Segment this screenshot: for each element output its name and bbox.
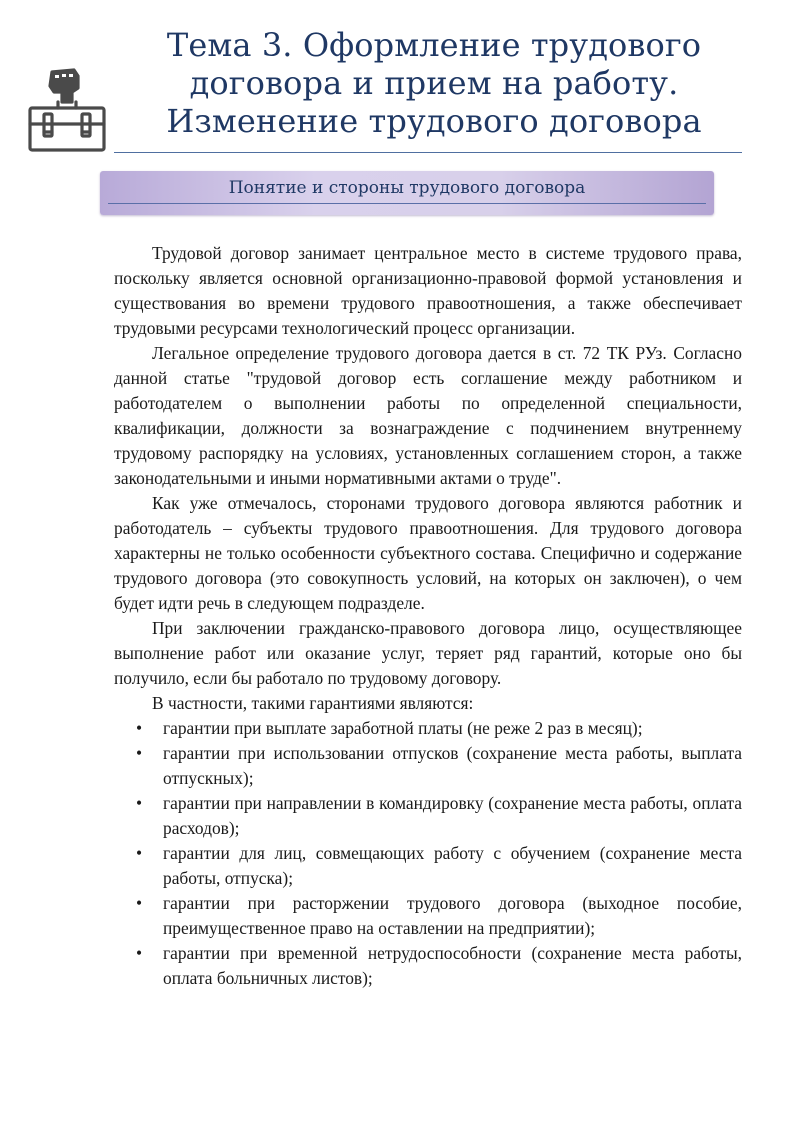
page-header bbox=[24, 26, 754, 158]
header-divider bbox=[114, 152, 742, 153]
bullet-icon: • bbox=[136, 893, 143, 913]
bullet-icon: • bbox=[136, 718, 143, 738]
section-title: Понятие и стороны трудового договора bbox=[228, 178, 586, 198]
bullet-icon: • bbox=[136, 743, 143, 763]
briefcase-hand-icon bbox=[24, 62, 110, 156]
page-title-line-3: Изменение трудового договора bbox=[166, 102, 702, 140]
list-item bbox=[114, 941, 742, 991]
bullet-icon: • bbox=[136, 843, 143, 863]
guarantees-list bbox=[114, 716, 742, 991]
list-item-text: гарантии при расторжении трудового договора (выходное пособие, преимущественное право на оставлении на предприятии); bbox=[163, 893, 742, 938]
paragraph-2: Легальное определение трудового договора дается в ст. 72 ТК РУз. Согласно данной статье "трудовой договор есть соглашение между работником и работодателем о выполнении работы по определенной специальности, квалификации, должности за вознаграждение с подчинением внутреннему трудовому распорядку на условиях, установленных соглашением сторон, а также законодательными и иными нормативными актами о труде". bbox=[114, 343, 742, 488]
page-title-line-2: договора и прием на работу. bbox=[189, 64, 679, 102]
list-item bbox=[114, 741, 742, 791]
list-item-text: гарантии при выплате заработной платы (не реже 2 раз в месяц); bbox=[163, 718, 643, 738]
list-item-text: гарантии для лиц, совмещающих работу с обучением (сохранение места работы, отпуска); bbox=[163, 843, 742, 888]
paragraph-4: При заключении гражданско-правового договора лицо, осуществляющее выполнение работ или оказание услуг, теряет ряд гарантий, которые оно бы получило, если бы работало по трудовому договору. bbox=[114, 618, 742, 688]
bullet-icon: • bbox=[136, 793, 143, 813]
list-item bbox=[114, 891, 742, 941]
bullet-icon: • bbox=[136, 943, 143, 963]
list-item-text: гарантии при временной нетрудоспособности (сохранение места работы, оплата больничных листов); bbox=[163, 943, 742, 988]
list-item bbox=[114, 841, 742, 891]
list-item-text: гарантии при использовании отпусков (сохранение места работы, выплата отпускных); bbox=[163, 743, 742, 788]
page-title bbox=[114, 26, 754, 140]
list-item bbox=[114, 791, 742, 841]
paragraph-3: Как уже отмечалось, сторонами трудового договора являются работник и работодатель – субъекты трудового правоотношения. Для трудового договора характерны не только особенности субъектного состава. Специфично и содержание трудового договора (это совокупность условий, на которых он заключен), о чем будет идти речь в следующем подразделе. bbox=[114, 493, 742, 613]
section-banner-rule bbox=[108, 203, 706, 204]
document-body bbox=[114, 241, 742, 991]
section-banner bbox=[100, 171, 714, 215]
paragraph-1: Трудовой договор занимает центральное место в системе трудового права, поскольку является основной организационно-правовой формой установления и существования во времени трудового правоотношения, а также обеспечивает трудовыми ресурсами технологический процесс организации. bbox=[114, 243, 742, 338]
page-title-line-1: Тема 3. Оформление трудового bbox=[166, 26, 702, 64]
list-intro: В частности, такими гарантиями являются: bbox=[152, 693, 474, 713]
list-item bbox=[114, 716, 742, 741]
list-item-text: гарантии при направлении в командировку (сохранение места работы, оплата расходов); bbox=[163, 793, 742, 838]
